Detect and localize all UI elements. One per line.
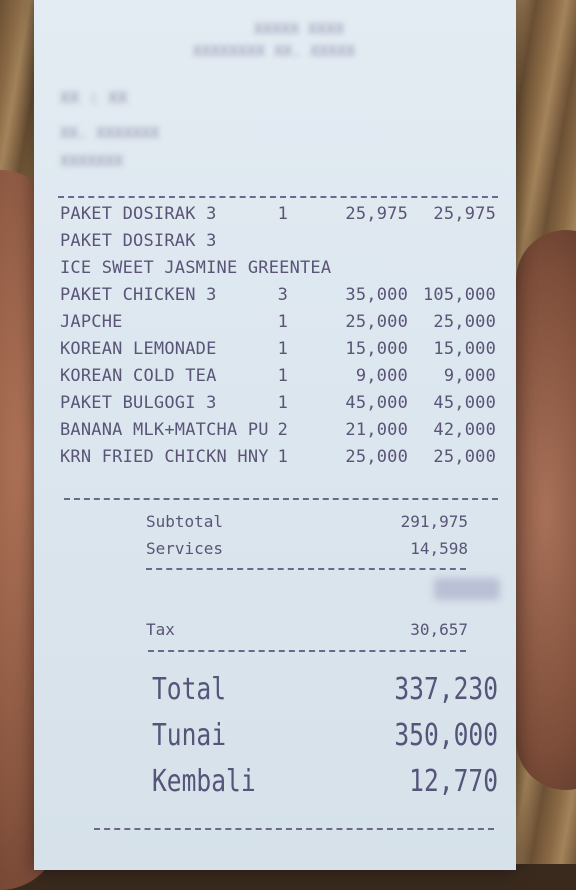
item-price: 25,000: [345, 447, 408, 467]
item-name: PAKET DOSIRAK 3: [60, 231, 217, 251]
kembali-value: 12,770: [409, 764, 499, 799]
receipt-meta-line-2: XX. XXXXXXX: [60, 124, 160, 142]
total-value: 337,230: [394, 672, 499, 707]
item-name: KOREAN COLD TEA: [60, 366, 217, 386]
item-row: [60, 312, 496, 338]
item-name: ICE SWEET JASMINE GREENTEA: [60, 258, 332, 278]
divider-services: [146, 568, 466, 570]
item-row: [60, 393, 496, 419]
item-total: 42,000: [433, 420, 496, 440]
receipt: [34, 0, 516, 870]
kembali-label: Kembali: [152, 764, 256, 799]
tax-label: Tax: [146, 620, 175, 639]
item-name: BANANA MLK+MATCHA PU: [60, 420, 269, 440]
item-qty: 1: [277, 204, 288, 224]
receipt-meta-line-1: XX : XX: [60, 88, 128, 107]
receipt-meta-line-3: XXXXXXX: [60, 152, 124, 170]
item-price: 45,000: [345, 393, 408, 413]
subtotal-row: [146, 512, 468, 536]
item-qty: 1: [277, 447, 288, 467]
item-total: 105,000: [422, 285, 496, 305]
item-qty: 3: [277, 285, 288, 305]
item-price: 25,000: [345, 312, 408, 332]
right-hand: [516, 230, 576, 790]
item-name: KRN FRIED CHICKN HNY: [60, 447, 269, 467]
item-row: [60, 258, 480, 284]
item-qty: 1: [277, 393, 288, 413]
total-label: Total: [152, 672, 227, 707]
subtotal-label: Subtotal: [146, 512, 224, 531]
kembali-row: [152, 764, 499, 804]
item-name: JAPCHE: [60, 312, 123, 332]
item-name: PAKET BULGOGI 3: [60, 393, 217, 413]
tunai-label: Tunai: [152, 718, 227, 753]
tunai-row: [152, 718, 499, 758]
item-price: 9,000: [355, 366, 408, 386]
item-qty: 1: [277, 366, 288, 386]
item-total: 9,000: [443, 366, 496, 386]
item-name: PAKET DOSIRAK 3: [60, 204, 217, 224]
subtotal-value: 291,975: [400, 512, 468, 531]
services-row: [146, 539, 468, 563]
item-row: [60, 339, 496, 365]
item-qty: 1: [277, 312, 288, 332]
tunai-value: 350,000: [394, 718, 499, 753]
store-address: XXXXXXXX XX. XXXXX: [192, 42, 356, 60]
total-row: [152, 672, 499, 712]
item-row: [60, 231, 480, 257]
item-qty: 2: [277, 420, 288, 440]
item-row: [60, 420, 496, 446]
divider-tax: [148, 650, 466, 652]
services-value: 14,598: [410, 539, 468, 558]
divider-items: [64, 498, 498, 500]
item-total: 45,000: [433, 393, 496, 413]
divider-top: [58, 196, 498, 198]
item-price: 35,000: [345, 285, 408, 305]
item-row: [60, 447, 496, 473]
item-name: KOREAN LEMONADE: [60, 339, 217, 359]
item-price: 25,975: [345, 204, 408, 224]
item-qty: 1: [277, 339, 288, 359]
item-total: 25,975: [433, 204, 496, 224]
item-name: PAKET CHICKEN 3: [60, 285, 217, 305]
tax-value: 30,657: [410, 620, 468, 639]
redacted-value: [434, 578, 500, 600]
tax-row: [146, 620, 468, 644]
item-row: [60, 366, 496, 392]
item-price: 15,000: [345, 339, 408, 359]
item-row: [60, 204, 496, 230]
services-label: Services: [146, 539, 224, 558]
item-total: 15,000: [433, 339, 496, 359]
store-name: XXXXX XXXX: [253, 20, 345, 38]
item-price: 21,000: [345, 420, 408, 440]
item-row: [60, 285, 496, 311]
divider-bottom: [94, 828, 494, 830]
item-total: 25,000: [433, 312, 496, 332]
item-total: 25,000: [433, 447, 496, 467]
